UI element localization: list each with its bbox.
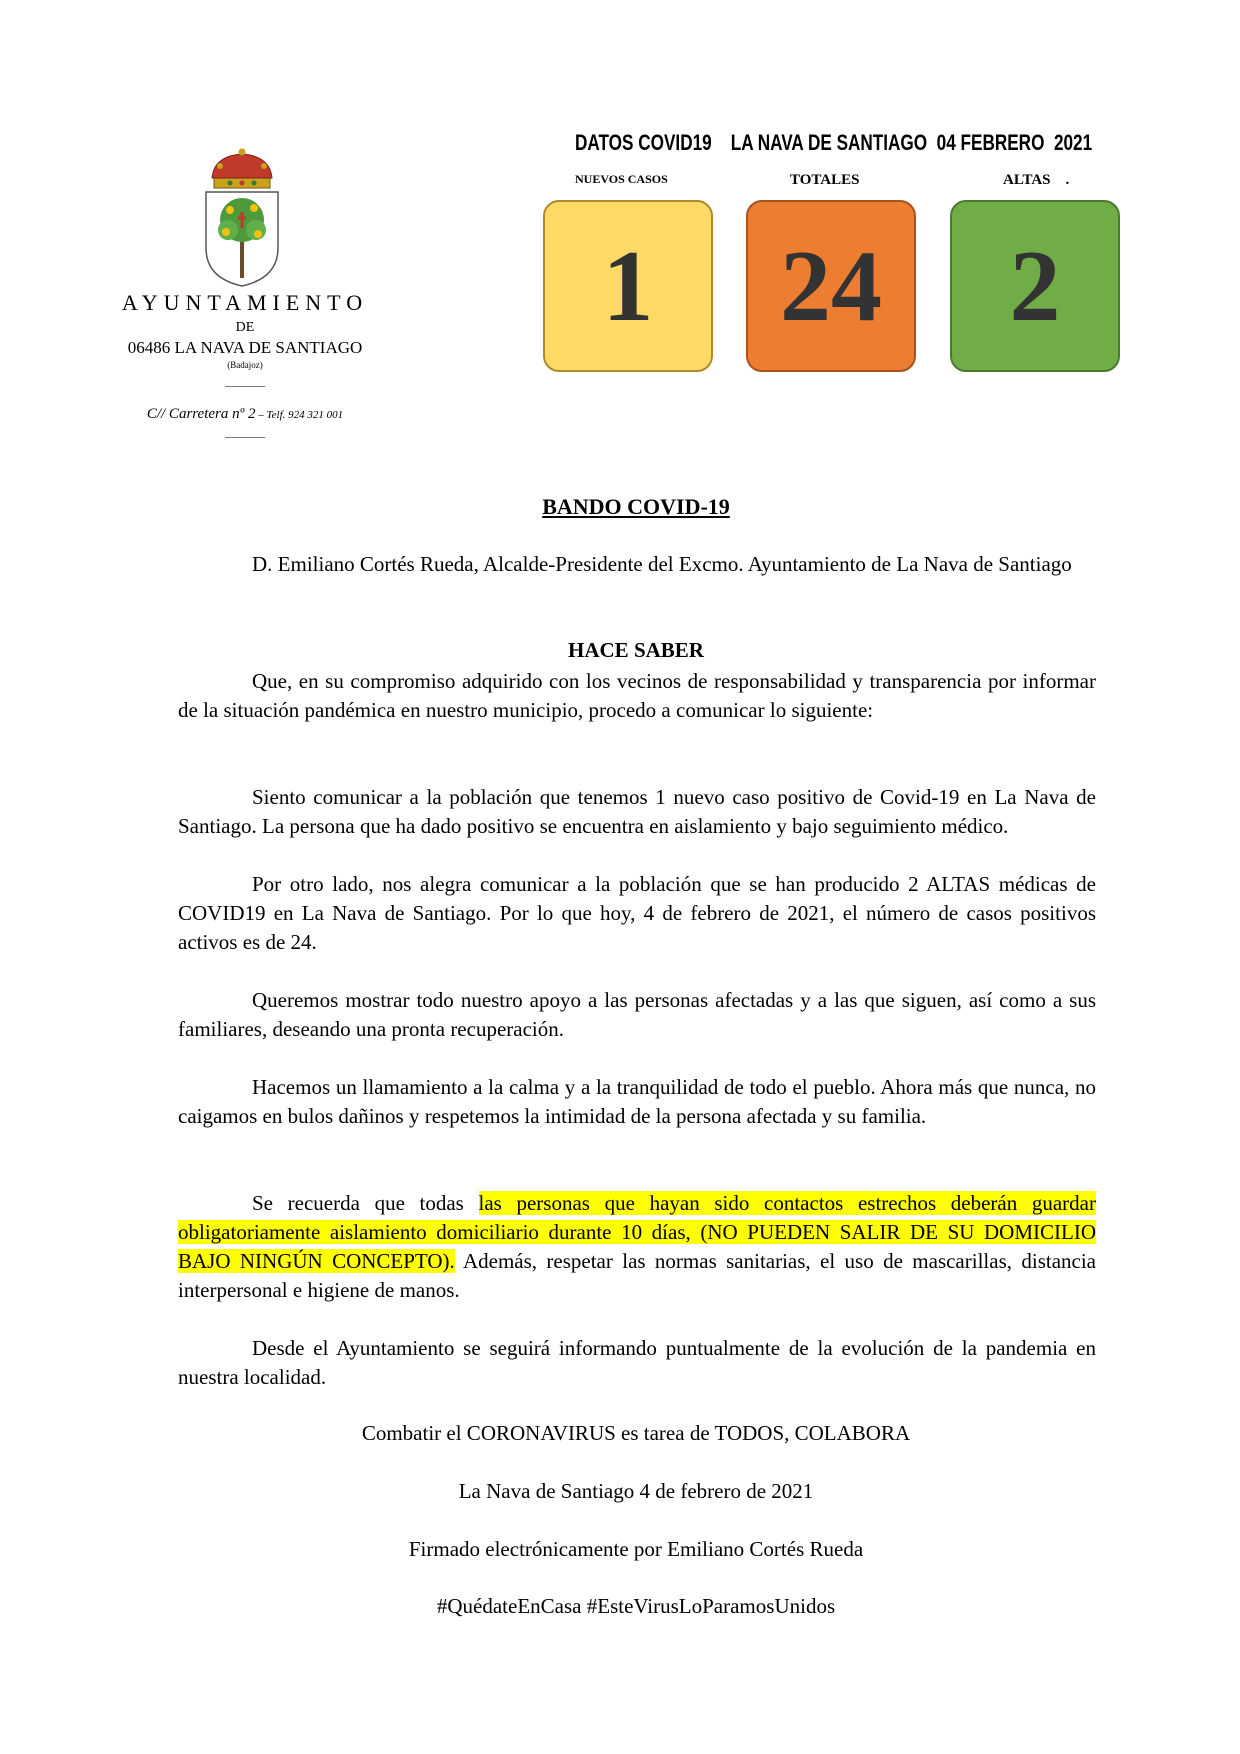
- address-text: C// Carretera nº 2: [146, 406, 256, 422]
- paragraph-5: Hacemos un llamamiento a la calma y a la tranquilidad de todo el pueblo. Ahora más que nunca, no caigamos en bulos dañinos y respetemos la intimidad de la persona afectada y su familia.: [178, 1075, 1096, 1128]
- phone-text: – Telf. 924 321 001: [255, 409, 344, 421]
- municipality-province: (Badajoz): [227, 360, 263, 370]
- nuevos-casos-value: 1: [543, 200, 713, 372]
- paragraph-6: [178, 1189, 1096, 1305]
- paragraph-1: Que, en su compromiso adquirido con los vecinos de responsabilidad y transparencia por informar de la situación pandémica en nuestro municipio, procedo a comunicar lo siguiente:: [178, 669, 1096, 722]
- intro-paragraph: D. Emiliano Cortés Rueda, Alcalde-Presidente del Excmo. Ayuntamiento de La Nava de Santiago: [252, 552, 1072, 576]
- altas-value: 2: [950, 200, 1120, 372]
- municipality-de: DE: [235, 320, 255, 335]
- divider: [225, 386, 265, 387]
- paragraph-4: Queremos mostrar todo nuestro apoyo a las personas afectadas y a las que siguen, así como a sus familiares, deseando una pronta recuperación.: [178, 988, 1096, 1041]
- hace-saber-heading: HACE SABER: [568, 638, 704, 662]
- paragraph-6-start: Se recuerda que todas: [252, 1191, 479, 1215]
- paragraph-7: Desde el Ayuntamiento se seguirá informando puntualmente de la evolución de la pandemia en nuestra localidad.: [178, 1336, 1096, 1389]
- closing-line: Combatir el CORONAVIRUS es tarea de TODOS, COLABORA: [361, 1421, 911, 1445]
- altas-label: ALTAS .: [1003, 172, 1070, 188]
- divider: [225, 437, 265, 438]
- totales-label: TOTALES: [790, 172, 860, 188]
- date-line: La Nava de Santiago 4 de febrero de 2021: [458, 1479, 814, 1503]
- paragraph-6-end: Además, respetar las normas sanitarias, el uso de mascarillas, distancia interpersonal e higiene de manos.: [178, 1249, 1096, 1302]
- crown-icon: [212, 149, 272, 189]
- stats-title: DATOS COVID19 LA NAVA DE SANTIAGO 04 FEBRERO 2021: [575, 130, 1093, 155]
- municipality-address: [80, 406, 410, 423]
- hashtags-line: #QuédateEnCasa #EsteVirusLoParamosUnidos: [436, 1594, 836, 1618]
- document-title: BANDO COVID-19: [542, 494, 730, 519]
- totales-value: 24: [746, 200, 916, 372]
- municipality-name: AYUNTAMIENTO: [121, 290, 369, 315]
- signature-line: Firmado electrónicamente por Emiliano Cortés Rueda: [408, 1537, 864, 1561]
- paragraph-3: Por otro lado, nos alegra comunicar a la población que se han producido 2 ALTAS médicas de COVID19 en La Nava de Santiago. Por lo que hoy, 4 de febrero de 2021, el número de casos positivos activos es de 24.: [178, 872, 1096, 954]
- highlighted-warning: las personas que hayan sido contactos estrechos deberán guardar obligatoriamente aislamiento domiciliario durante 10 días, (NO PUEDEN SALIR DE SU DOMICILIO BAJO NINGÚN CONCEPTO).: [178, 1191, 1096, 1273]
- municipality-place: 06486 LA NAVA DE SANTIAGO: [127, 338, 363, 357]
- nuevos-casos-label: NUEVOS CASOS: [575, 172, 668, 186]
- paragraph-2: Siento comunicar a la población que tenemos 1 nuevo caso positivo de Covid-19 en La Nava de Santiago. La persona que ha dado positivo se encuentra en aislamiento y bajo seguimiento médico.: [178, 785, 1096, 838]
- coat-of-arms-icon: [200, 148, 284, 288]
